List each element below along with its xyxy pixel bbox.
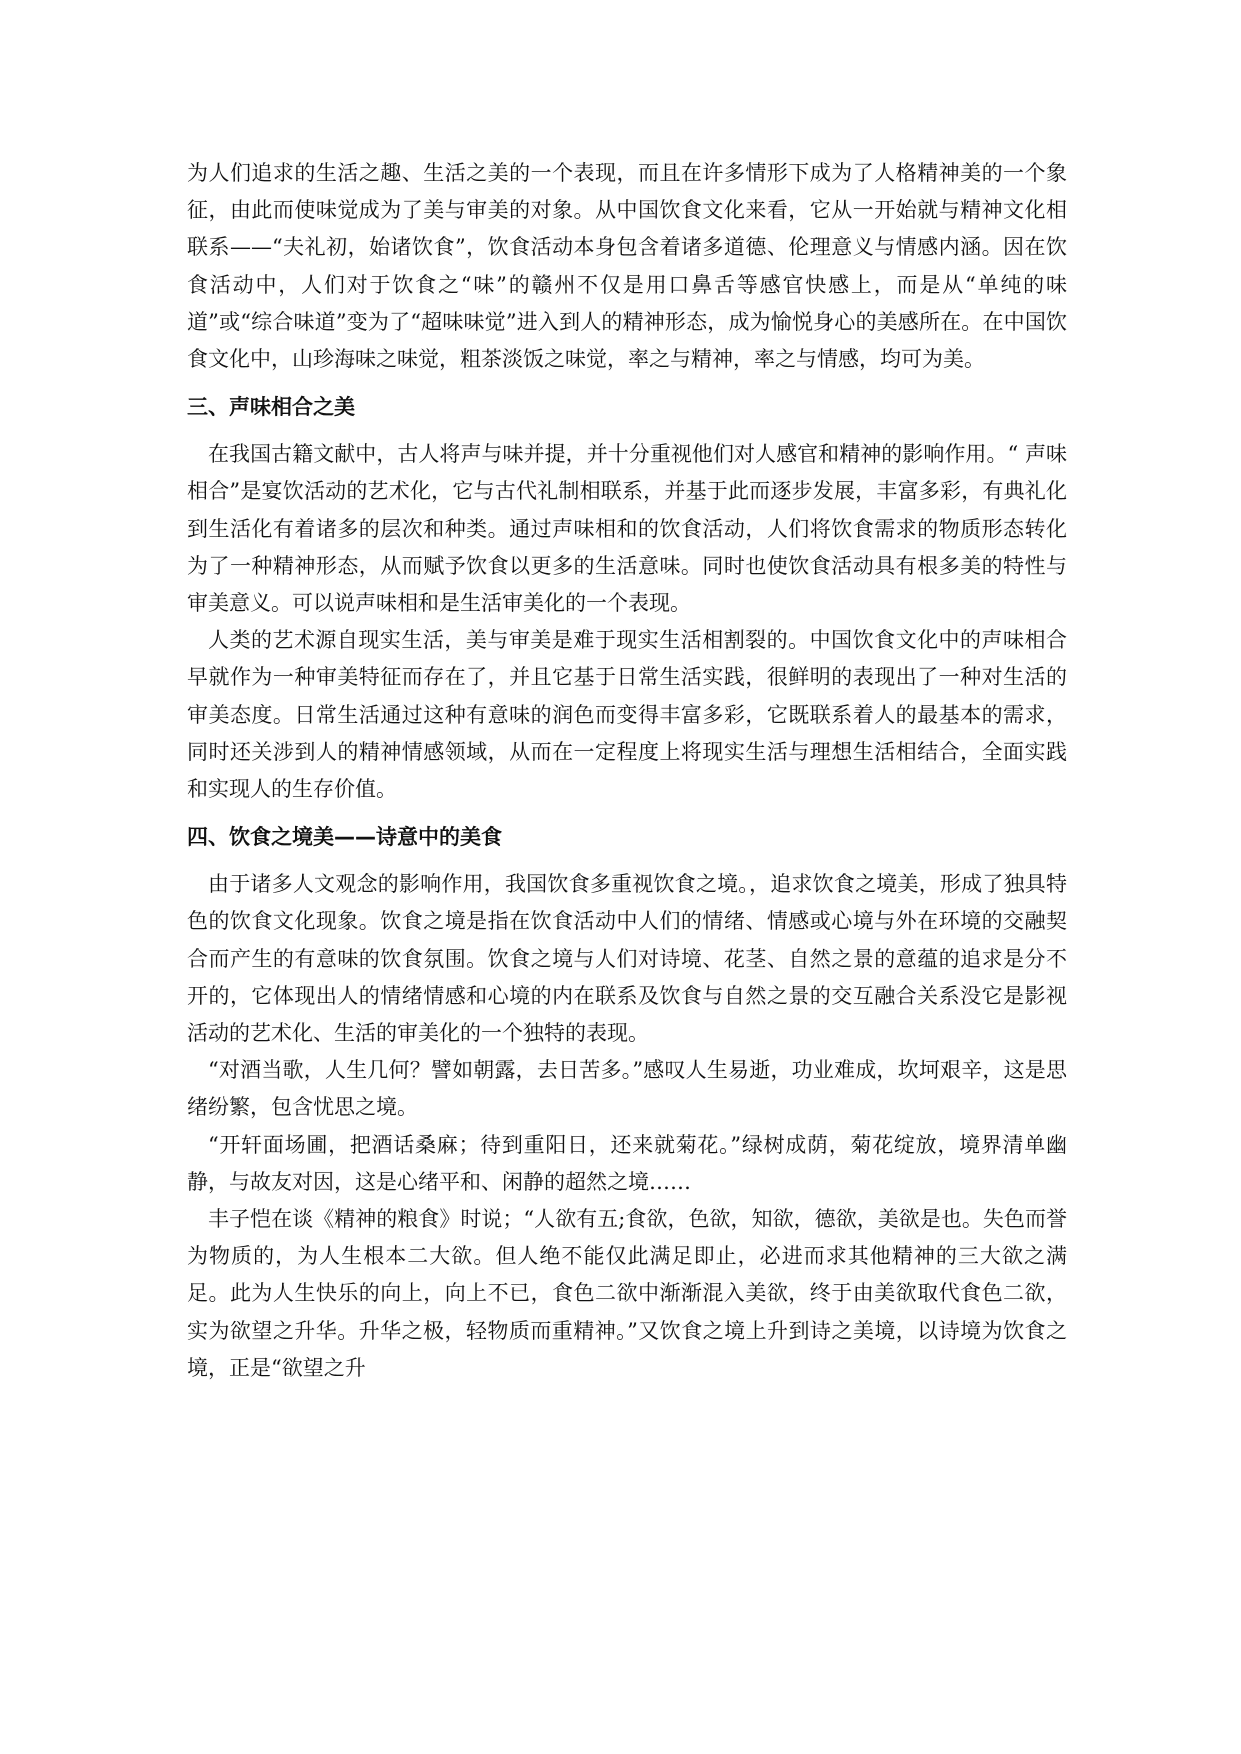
section3-paragraph-2: 人类的艺术源自现实生活，美与审美是难于现实生活相割裂的。中国饮食文化中的声味相合早就作为一种审美特征而存在了，并且它基于日常生活实践，很鲜明的表现出了一种对生活的审美态度。日常生活通过这种有意味的润色而变得丰富多彩，它既联系着人的最基本的需求，同时还关涉到人的精神情感领域，从而在一定程度上将现实生活与理想生活相结合，全面实践和实现人的生存价值。 xyxy=(187,628,1067,802)
intro-paragraph: 为人们追求的生活之趣、生活之美的一个表现，而且在许多情形下成为了人格精神美的一个象征，由此而使味觉成为了美与审美的对象。从中国饮食文化来看，它从一开始就与精神文化相联系——“夫礼初，始诸饮食”，饮食活动本身包含着诸多道德、伦理意义与情感内涵。因在饮食活动中，人们对于饮食之“味”的赣州不仅是用口鼻舌等感官快感上，而是从“单纯的味道”或“综合味道”变为了“超味味觉”进入到人的精神形态，成为愉悦身心的美感所在。在中国饮食文化中，山珍海味之味觉，粗茶淡饭之味觉，率之与精神，率之与情感，均可为美。 xyxy=(187,161,1067,372)
section4-paragraph-2: “对酒当歌，人生几何？譬如朝露，去日苦多。”感叹人生易逝，功业难成，坎坷艰辛，这是思绪纷繁，包含忧思之境。 xyxy=(187,1058,1067,1120)
section4-paragraph-1: 由于诸多人文观念的影响作用，我国饮食多重视饮食之境。，追求饮食之境美，形成了独具特色的饮食文化现象。饮食之境是指在饮食活动中人们的情绪、情感或心境与外在环境的交融契合而产生的有意味的饮食氛围。饮食之境与人们对诗境、花茎、自然之景的意蕴的追求是分不开的，它体现出人的情绪情感和心境的内在联系及饮食与自然之景的交互融合关系没它是影视活动的艺术化、生活的审美化的一个独特的表现。 xyxy=(187,872,1067,1046)
section3-paragraph-1: 在我国古籍文献中，古人将声与味并提，并十分重视他们对人感官和精神的影响作用。“ 声味相合”是宴饮活动的艺术化，它与古代礼制相联系，并基于此而逐步发展，丰富多彩，有典礼化到生活化有着诸多的层次和种类。通过声味相和的饮食活动，人们将饮食需求的物质形态转化为了一种精神形态，从而赋予饮食以更多的生活意味。同时也使饮食活动具有根多美的特性与审美意义。可以说声味相和是生活审美化的一个表现。 xyxy=(187,442,1067,616)
section-heading-4: 四、饮食之境美——诗意中的美食 xyxy=(187,825,502,850)
section4-paragraph-3: “开轩面场圃，把酒话桑麻；待到重阳日，还来就菊花。”绿树成荫，菊花绽放，境界清单幽静，与故友对因，这是心绪平和、闲静的超然之境…… xyxy=(187,1132,1067,1194)
section-heading-3: 三、声味相合之美 xyxy=(187,395,355,420)
document-body xyxy=(187,155,1067,1387)
section4-paragraph-4: 丰子恺在谈《精神的粮食》时说；“人欲有五;食欲，色欲，知欲，德欲，美欲是也。失色而誉为物质的，为人生根本二大欲。但人绝不能仅此满足即止，必进而求其他精神的三大欲之满足。此为人生快乐的向上，向上不已，食色二欲中渐渐混入美欲，终于由美欲取代食色二欲，实为欲望之升华。升华之极，轻物质而重精神。”又饮食之境上升到诗之美境，以诗境为饮食之境，正是“欲望之升 xyxy=(187,1207,1067,1380)
